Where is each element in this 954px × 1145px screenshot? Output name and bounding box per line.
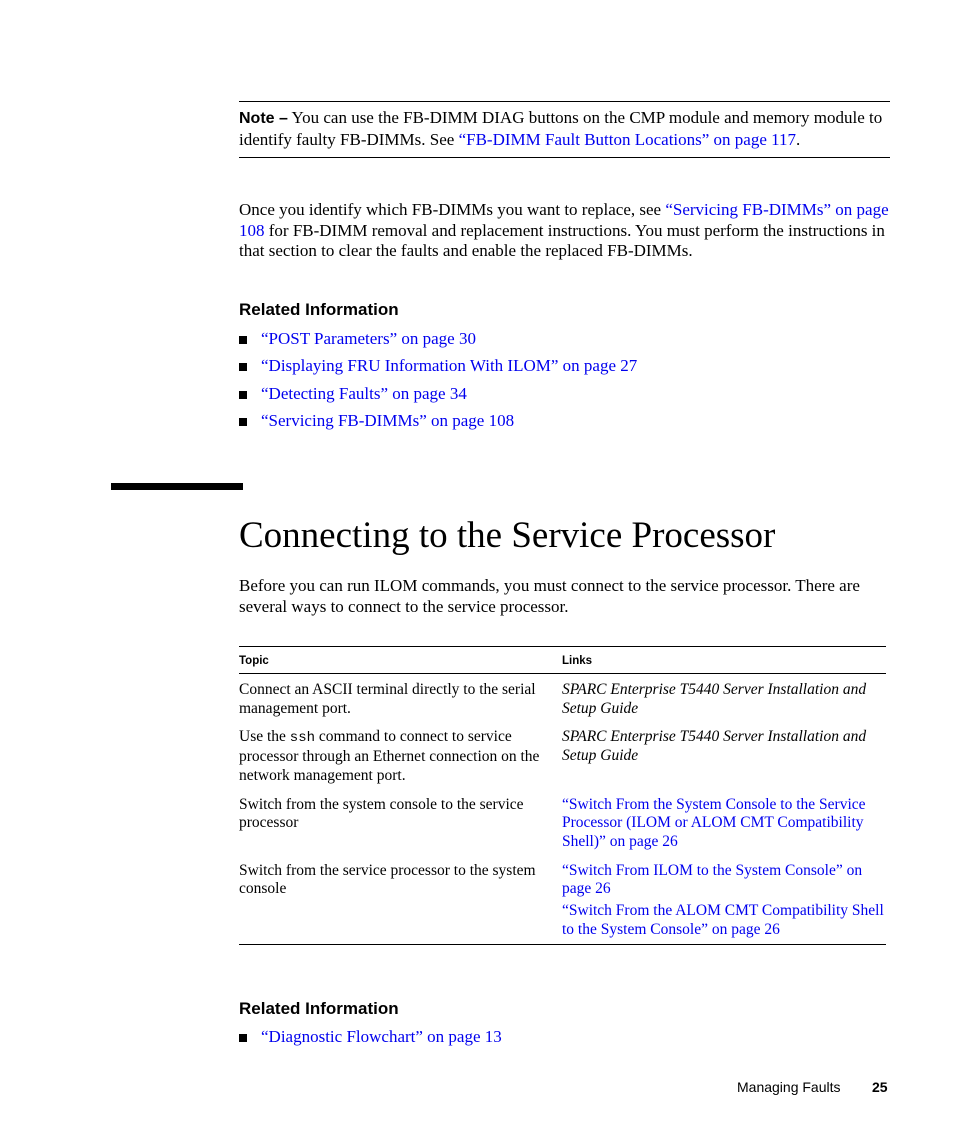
table-header-row xyxy=(239,647,886,674)
table-cell-links xyxy=(562,852,886,945)
topic-text: Use the xyxy=(239,728,290,746)
note-box xyxy=(239,101,890,158)
bullet-icon xyxy=(239,418,247,426)
paragraph-identify-fb-dimms xyxy=(239,200,894,262)
table-cell-links xyxy=(562,718,886,785)
table-cell-topic: Connect an ASCII terminal directly to the serial management port. xyxy=(239,681,536,717)
related-link-diagnostic-flowchart[interactable]: “Diagnostic Flowchart” on page 13 xyxy=(261,1027,502,1046)
table-row xyxy=(239,718,886,785)
bullet-icon xyxy=(239,1034,247,1042)
related-information-list xyxy=(239,329,637,438)
table-row xyxy=(239,852,886,945)
list-item xyxy=(239,329,637,356)
link-switch-alom-to-console[interactable]: “Switch From the ALOM CMT Compatibility Shell to the System Console” on page 26 xyxy=(562,902,884,938)
note-text: You can use the FB-DIMM DIAG buttons on the CMP module and memory module to identify faulty FB-DIMMs. See xyxy=(239,108,883,149)
para1-link-servicing-fb-dimms[interactable]: “Servicing FB-DIMMs” on page 108 xyxy=(239,200,889,240)
related-link-post-parameters[interactable]: “POST Parameters” on page 30 xyxy=(261,329,476,348)
table-cell-topic xyxy=(239,718,562,785)
topic-links-table xyxy=(239,646,886,945)
table-row xyxy=(239,786,886,852)
bullet-icon xyxy=(239,391,247,399)
table-header-links: Links xyxy=(562,647,886,674)
related-information-heading: Related Information xyxy=(239,999,399,1018)
note-label: Note – xyxy=(239,110,288,127)
related-link-detecting-faults[interactable]: “Detecting Faults” on page 34 xyxy=(261,383,467,403)
section-rule xyxy=(111,483,243,490)
para1-text-after: for FB-DIMM removal and replacement instructions. You must perform the instructions in that section to clear the faults and enable the replaced FB-DIMMs. xyxy=(239,220,885,260)
bullet-icon xyxy=(239,363,247,371)
section-intro: Before you can run ILOM commands, you must connect to the service processor. There are several ways to connect to the service processor. xyxy=(239,576,860,616)
table-cell-links xyxy=(562,786,886,852)
footer-page-number: 25 xyxy=(872,1079,888,1095)
bullet-icon xyxy=(239,336,247,344)
table-cell-topic: Switch from the system console to the service processor xyxy=(239,795,524,832)
link-switch-console-to-sp[interactable]: “Switch From the System Console to the Service Processor (ILOM or ALOM CMT Compatibility Shell)” on page 26 xyxy=(562,795,866,850)
table-row xyxy=(239,674,886,719)
note-link-fault-button-locations[interactable]: “FB-DIMM Fault Button Locations” on page 117 xyxy=(458,129,797,149)
code-ssh: ssh xyxy=(289,730,316,747)
list-item xyxy=(239,1027,502,1054)
table-header-topic: Topic xyxy=(239,647,562,674)
para1-text-before: Once you identify which FB-DIMMs you want to replace, see xyxy=(239,200,666,219)
topic-text: command to connect to service processor through an Ethernet connection on the network management port. xyxy=(239,728,540,784)
doc-title-installation-guide: SPARC Enterprise T5440 Server Installation and Setup Guide xyxy=(562,728,867,765)
list-item xyxy=(239,384,637,411)
table-cell-links xyxy=(562,674,886,719)
note-end: . xyxy=(796,129,801,149)
list-item xyxy=(239,356,637,383)
section-title: Connecting to the Service Processor xyxy=(239,515,776,556)
related-information-list xyxy=(239,1027,502,1054)
footer-section-name: Managing Faults xyxy=(737,1079,841,1095)
table-cell-topic: Switch from the service processor to the system console xyxy=(239,852,562,945)
list-item xyxy=(239,411,637,438)
related-link-servicing-fb-dimms[interactable]: “Servicing FB-DIMMs” on page 108 xyxy=(261,410,515,430)
related-information-heading: Related Information xyxy=(239,300,399,319)
related-link-displaying-fru-information[interactable]: “Displaying FRU Information With ILOM” on page 27 xyxy=(261,356,638,376)
doc-title-installation-guide: SPARC Enterprise T5440 Server Installation and Setup Guide xyxy=(562,681,867,717)
link-switch-ilom-to-console[interactable]: “Switch From ILOM to the System Console” on page 26 xyxy=(562,861,863,898)
